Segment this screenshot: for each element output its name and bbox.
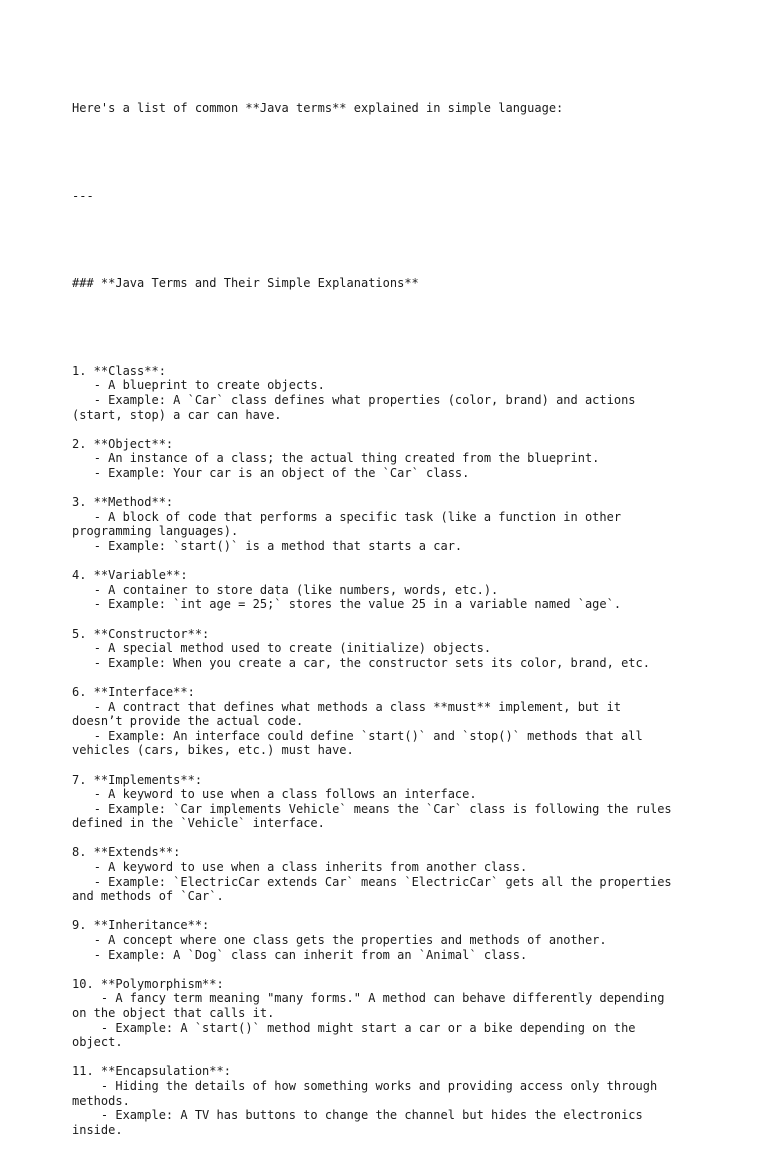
term-line: - Example: `start()` is a method that starts a car. [72,539,463,553]
intro-text: Here's a list of common **Java terms** explained in simple language: [72,101,564,116]
term-line: doesn’t provide the actual code. [72,714,304,729]
term-line: on the object that calls it. [72,1006,275,1020]
spacer [72,831,732,846]
term-title: 3. **Method**: [72,495,174,510]
term-line: - Example: An interface could define `start()` and `stop()` methods that all [72,728,643,743]
term-title: 5. **Constructor**: [72,626,210,641]
term-line: - Example: Your car is an object of the `Car` class. [72,466,470,481]
term-line: - Hiding the details of how something works and providing access only through [72,1078,658,1093]
term-line: - A concept where one class gets the properties and methods of another. [72,933,607,948]
term-item [72,1064,732,1137]
term-line: - A special method used to create (initialize) objects. [72,641,492,656]
term-line: - Example: A TV has buttons to change the channel but hides the electronics [72,1108,643,1123]
term-title: 10. **Polymorphism**: [72,976,224,991]
term-line: methods. [72,1093,130,1108]
term-title: 8. **Extends**: [72,845,181,860]
term-item [72,627,732,685]
term-line: - A block of code that performs a specific task (like a function in other [72,509,622,524]
term-line: - Example: `Car implements Vehicle` means the `Car` class is following the rules [72,801,672,816]
term-item [72,845,732,918]
term-title: 2. **Object**: [72,436,174,451]
term-line: and methods of `Car`. [72,889,224,904]
term-line: (start, stop) a car can have. [72,407,282,422]
term-title: 6. **Interface**: [72,684,195,699]
term-item [72,685,732,773]
spacer [72,758,732,773]
term-line: - Example: A `Dog` class can inherit from an `Animal` class. [72,947,528,962]
term-line: - A blueprint to create objects. [72,378,325,393]
term-title: 1. **Class**: [72,363,166,378]
spacer [72,670,732,685]
spacer [72,481,732,496]
term-line: inside. [72,1122,123,1137]
term-item [72,568,732,626]
term-item [72,977,732,1065]
term-line: - A container to store data (like numbers, words, etc.). [72,582,499,597]
term-item [72,918,732,976]
spacer [72,962,732,977]
term-item [72,437,732,495]
term-item [72,495,732,568]
term-title: 7. **Implements**: [72,772,203,787]
term-line: vehicles (cars, bikes, etc.) must have. [72,743,354,758]
term-line: - A keyword to use when a class inherits from another class. [72,860,528,875]
term-line: object. [72,1035,123,1050]
section-heading: ### **Java Terms and Their Simple Explanations** [72,276,419,291]
spacer [72,422,732,437]
term-line: - A contract that defines what methods a class **must** implement, but it [72,699,622,714]
term-line: - A fancy term meaning "many forms." A method can behave differently depending [72,991,665,1006]
spacer [72,320,732,335]
term-line: - Example: When you create a car, the constructor sets its color, brand, etc. [72,655,650,670]
term-line: - An instance of a class; the actual thing created from the blueprint. [72,451,600,466]
spacer [72,233,732,248]
spacer [72,554,732,569]
term-line: - Example: `ElectricCar extends Car` means `ElectricCar` gets all the properties [72,874,672,889]
spacer [72,145,732,160]
term-line: - Example: A `Car` class defines what properties (color, brand) and actions [72,393,636,408]
term-line: - Example: `int age = 25;` stores the value 25 in a variable named `age`. [72,597,622,612]
separator: --- [72,188,94,203]
term-item [72,364,732,437]
spacer [72,904,732,919]
document-page [72,72,732,1152]
term-line: programming languages). [72,524,239,539]
term-line: - Example: A `start()` method might start a car or a bike depending on the [72,1020,636,1035]
term-item [72,773,732,846]
spacer [72,1050,732,1065]
terms-list [72,364,732,1137]
term-title: 4. **Variable**: [72,568,188,583]
term-title: 9. **Inheritance**: [72,918,210,933]
spacer [72,612,732,627]
term-line: - A keyword to use when a class follows an interface. [72,787,477,802]
term-line: defined in the `Vehicle` interface. [72,816,325,831]
term-title: 11. **Encapsulation**: [72,1064,231,1079]
